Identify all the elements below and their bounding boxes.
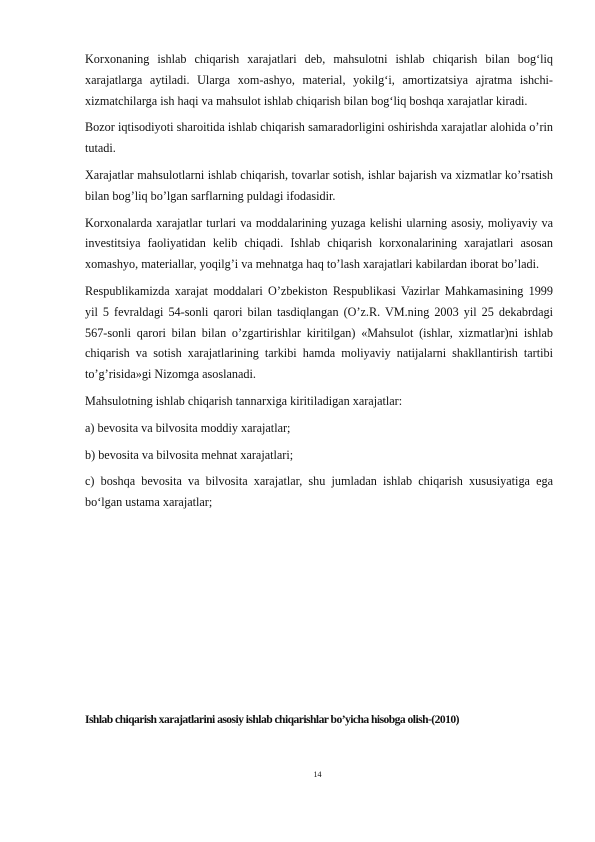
paragraph-cost-types: Korxonalarda xarajatlar turlari va moddalarining yuzaga kelishi ularning asosiy, moliyaviy va investitsiya faoliyatidan kelib chiqadi. Ishlab chiqarish korxonalarining xarajatlari asosan xomashyo, materiallar, yoqilg’i va mehnatga haq to’lash xarajatlari kabilardan iborat bo’ladi.: [85, 215, 553, 272]
paragraph-market-economy: Bozor iqtisodiyoti sharoitida ishlab chiqarish samaradorligini oshirishda xarajatlar alohida o’rin tutadi.: [85, 120, 553, 156]
list-item-other-costs: c) boshqa bevosita va bilvosita xarajatlar, shu jumladan ishlab chiqarish xususiyatiga ega bo‘lgan ustama xarajatlar;: [85, 474, 553, 510]
section-heading: Ishlab chiqarish xarajatlarini asosiy ishlab chiqarishlar bo’yicha hisobga olish-(2010): [85, 713, 459, 726]
paragraph-production-costs-definition: Korxonaning ishlab chiqarish xarajatlari deb, mahsulotni ishlab chiqarish bilan bog‘liq xarajatlarga aytiladi. Ularga xom-ashyo, material, yokilg‘i, amortizatsiya ajratma ishchi-xizmatchilarga ish haqi va mahsulot ishlab chiqarish bilan bog‘liq boshqa xarajatlar kiradi.: [85, 52, 553, 108]
body-text: [85, 49, 553, 513]
list-item-material-costs: a) bevosita va bilvosita moddiy xarajatlar;: [85, 420, 291, 435]
list-item-labor-costs: b) bevosita va bilvosita mehnat xarajatlari;: [85, 447, 294, 462]
paragraph-cost-list-intro: Mahsulotning ishlab chiqarish tannarxiga kiritiladigan xarajatlar:: [85, 393, 403, 408]
paragraph-costs-expression: Xarajatlar mahsulotlarni ishlab chiqarish, tovarlar sotish, ishlar bajarish va xizmatlar ko’rsatish bilan bog’liq bo’lgan sarflarning puldagi ifodasidir.: [85, 167, 553, 203]
page-number: 14: [313, 770, 322, 779]
paragraph-regulation: Respublikamizda xarajat moddalari O’zbekiston Respublikasi Vazirlar Mahkamasining 1999 yil 5 fevraldagi 54-sonli qarori bilan tasdiqlangan (O’z.R. VM.ning 2003 yil 25 dekabrdagi 567-sonli qarori bilan bilan o’zgartirishlar kiritilgan) «Mahsulot (ishlar, xizmatlar)ni ishlab chiqarish va sotish xarajatlarining tarkibi hamda moliyaviy natijalarni shakllantirish tartibi to’g’risida»gi Nizomga asoslanadi.: [85, 283, 553, 382]
